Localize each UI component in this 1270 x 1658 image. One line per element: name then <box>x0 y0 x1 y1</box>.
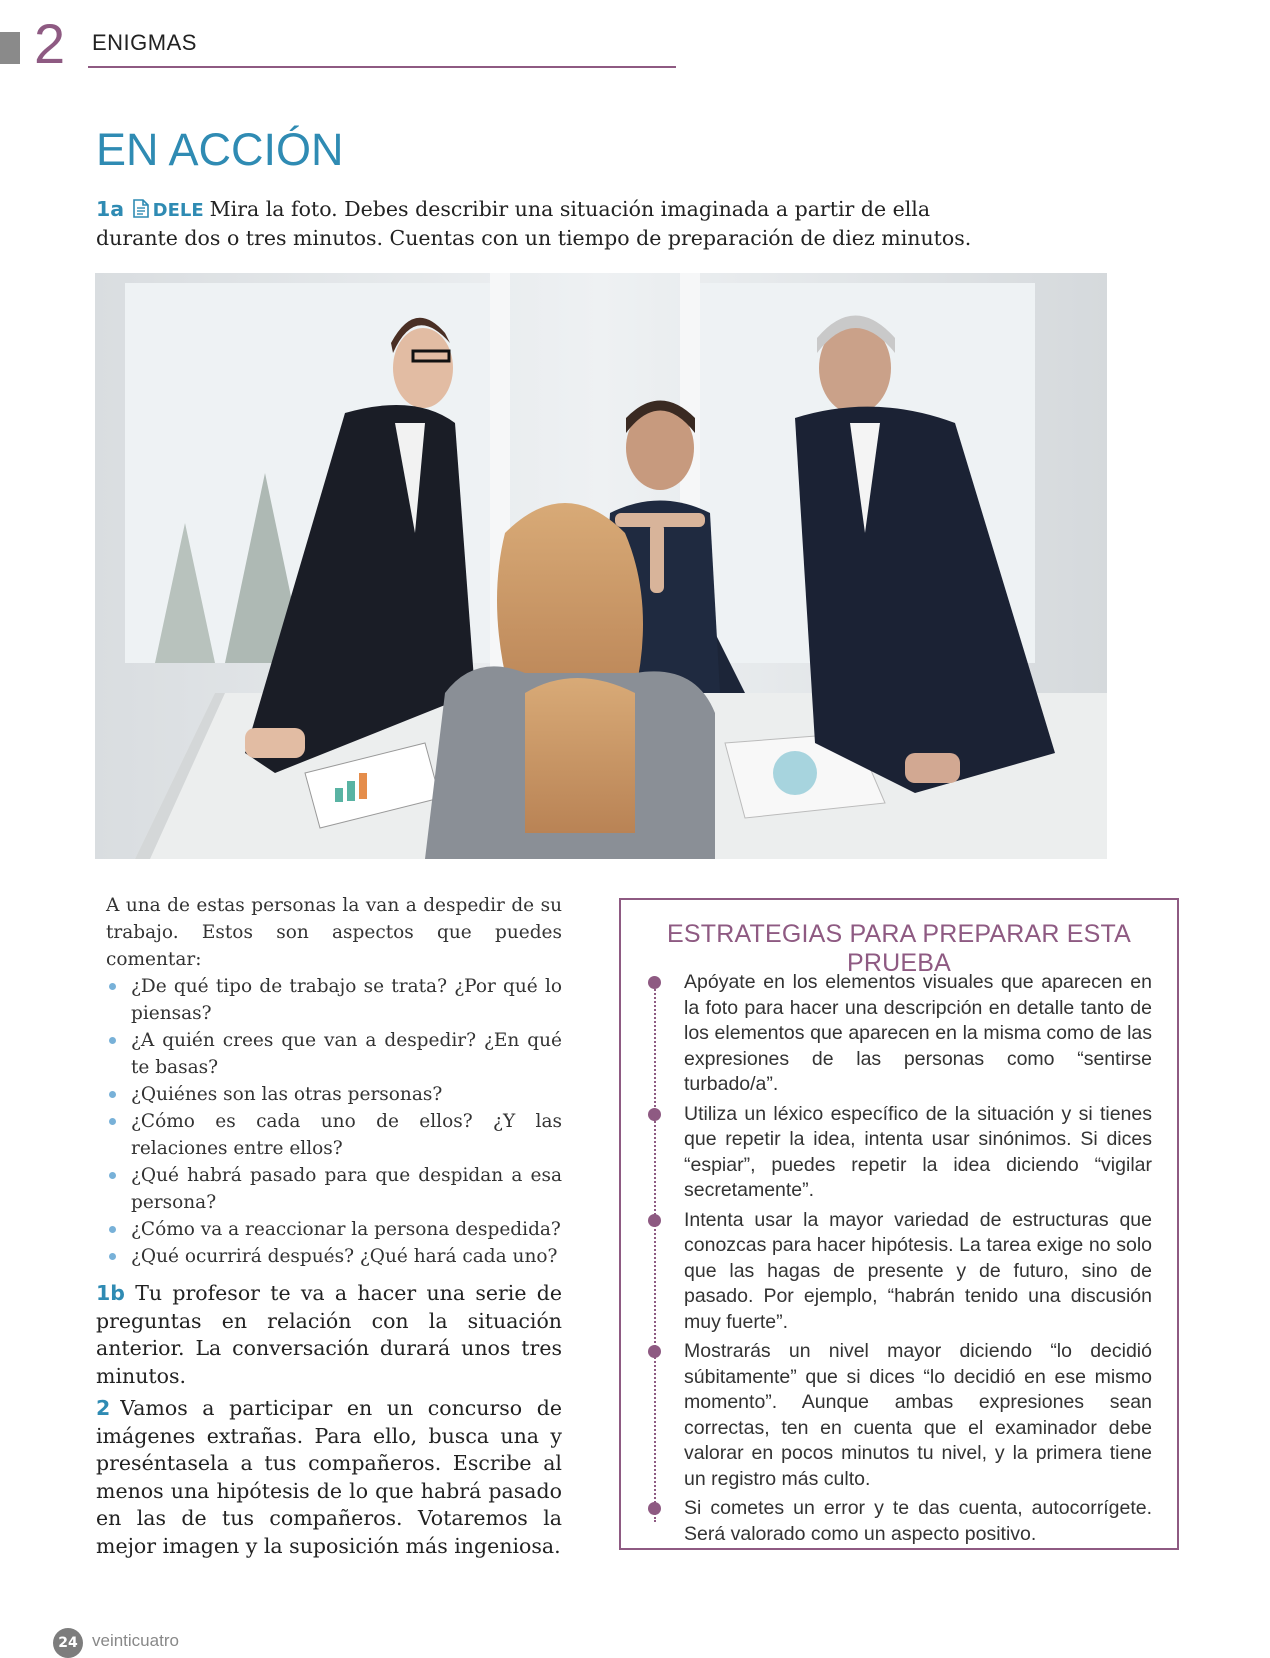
unit-marker <box>0 32 20 64</box>
intro-text: A una de estas personas la van a despedir de su trabajo. Estos son aspectos que puedes comentar: <box>106 895 562 970</box>
question-list <box>106 973 562 1270</box>
dotted-line <box>654 982 656 1522</box>
strategy-item: Intenta usar la mayor variedad de estructuras que conozcas para hacer hipótesis. La tarea exige no solo que las hagas de presente y de futuro, sino de pasado. Por ejemplo, “habrán tenido una discusión muy fuerte”. <box>684 1208 1152 1336</box>
section-title: EN ACCIÓN <box>96 124 344 175</box>
list-item: ¿De qué tipo de trabajo se trata? ¿Por qué lo piensas? <box>106 973 562 1027</box>
exercise-2 <box>96 1395 562 1560</box>
header-rule <box>88 66 676 68</box>
list-item: ¿Quiénes son las otras personas? <box>106 1081 562 1108</box>
strategies-title: ESTRATEGIAS PARA PREPARAR ESTA PRUEBA <box>667 920 1131 977</box>
list-item: ¿Cómo va a reaccionar la persona despedida? <box>106 1216 562 1243</box>
list-item: ¿Qué ocurrirá después? ¿Qué hará cada uno? <box>106 1243 562 1270</box>
exercise-text: Mira la foto. Debes describir una situación imaginada a partir de ella durante dos o tres minutos. Cuentas con un tiempo de preparación de diez minutos. <box>96 197 972 250</box>
strategy-item: Si cometes un error y te das cuenta, autocorrígete. Será valorado como un aspecto positivo. <box>684 1496 1152 1547</box>
unit-title: ENIGMAS <box>92 30 197 55</box>
exercise-text: Tu profesor te va a hacer una serie de preguntas en relación con la situación anterior. La conversación durará unos tres minutos. <box>96 1281 562 1388</box>
business-meeting-photo <box>95 273 1107 859</box>
page-number: 24 <box>53 1628 83 1658</box>
strategies-list <box>684 970 1152 1551</box>
page-number-word: veinticuatro <box>92 1631 179 1650</box>
list-item: ¿Qué habrá pasado para que despidan a esa persona? <box>106 1162 562 1216</box>
unit-number: 2 <box>34 12 66 75</box>
exercise-number: 2 <box>96 1396 111 1420</box>
document-icon <box>133 198 149 225</box>
strategy-item: Mostrarás un nivel mayor diciendo “lo decidió súbitamente” que si dices “lo decidió en ese mismo momento”. Aunque ambas expresiones sean correctas, ten en cuenta que el examinador debe valorar en pocos minutos tu nivel, y la primera tiene un registro más culto. <box>684 1339 1152 1492</box>
discussion-prompts <box>106 892 562 1270</box>
strategy-item: Apóyate en los elementos visuales que aparecen en la foto para hacer una descripción en detalle tanto de los elementos que aparecen en la misma como de las expresiones de las personas como “sentirse turbado/a”. <box>684 970 1152 1098</box>
strategy-item: Utiliza un léxico específico de la situación y si tienes que repetir la idea, intenta usar sinónimos. Si dices “espiar”, puedes repetir la idea diciendo “vigilar secretamente”. <box>684 1102 1152 1204</box>
exercise-1a <box>96 196 996 252</box>
list-item: ¿A quién crees que van a despedir? ¿En qué te basas? <box>106 1027 562 1081</box>
exercise-number: 1a <box>96 197 125 221</box>
exercise-text: Vamos a participar en un concurso de imágenes extrañas. Para ello, busca una y preséntasela a tus compañeros. Escribe al menos una hipótesis de lo que habrá pasado en las de tus compañeros. Votaremos la mejor imagen y la suposición más ingeniosa. <box>96 1396 562 1558</box>
exercise-1b <box>96 1280 562 1390</box>
dele-tag: DELE <box>152 200 204 221</box>
exercise-number: 1b <box>96 1281 125 1305</box>
strategies-box <box>619 898 1179 1550</box>
list-item: ¿Cómo es cada uno de ellos? ¿Y las relaciones entre ellos? <box>106 1108 562 1162</box>
